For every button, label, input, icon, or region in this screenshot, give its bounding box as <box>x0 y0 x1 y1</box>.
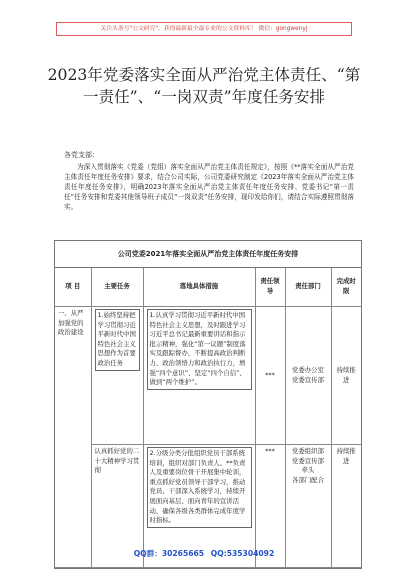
task-grid <box>55 268 361 568</box>
header-measure: 落地具体措施 <box>143 268 255 307</box>
dept-cell: 党委办公室 党委宣传部 <box>285 307 331 445</box>
header-dept: 责任部门 <box>285 268 331 307</box>
salutation: 各党支部： <box>64 151 99 159</box>
table-caption: 公司党委2021年落实全面从严治党主体责任年度任务安排 <box>55 241 361 268</box>
header-row <box>55 268 361 307</box>
leader-cell: *** <box>255 445 285 568</box>
task-cell: 认真抓好党的二十大精神学习贯彻 <box>91 445 143 568</box>
measure-cell <box>143 307 255 445</box>
task-cell <box>91 307 143 445</box>
deadline-cell: 持续推进 <box>331 445 361 568</box>
footer-qq: QQ:535304092 <box>210 549 275 558</box>
deadline-cell: 持续推进 <box>331 307 361 445</box>
top-banner: 关注头条号"公文研究"，获得最新最全最专业的公文资料库！ 微信：gongwenyj <box>56 22 352 36</box>
header-deadline: 完成时限 <box>331 268 361 307</box>
project-cell: 一、从严加强党的政治建设 <box>55 307 91 568</box>
task-text: 1.始终坚持把学习贯彻习近平新时代中国特色社会主义思想作为首要政治任务 <box>95 309 140 371</box>
header-leader: 责任领导 <box>255 268 285 307</box>
dept-cell: 党委组织部 党委宣传部 牵头 各部门配合 <box>285 445 331 568</box>
footer-contacts <box>0 549 408 559</box>
document-title: 2023年党委落实全面从严治党主体责任、“第一责任”、“一岗双责”年度任务安排 <box>47 66 361 106</box>
header-task: 主要任务 <box>91 268 143 307</box>
task-table <box>54 240 362 569</box>
measure-text: 1.认真学习贯彻习近平新时代中国特色社会主义思想，及时跟进学习习近平总书记最新重要讲话和指示批示精神，强化“第一议题”制度落实及跟踪督办，不断提高政治判断力、政治领悟力和政治执行力，增强“四个意识”、坚定“四个自信”、做到“两个维护”。 <box>147 309 252 390</box>
footer-qq-group: QQ群：30265665 <box>133 549 205 558</box>
table-row <box>55 307 361 445</box>
header-project: 项 目 <box>55 268 91 307</box>
leader-cell: *** <box>255 307 285 445</box>
body-paragraph: 为深入贯彻落实《党委（党组）落实全面从严治党主体责任规定》，按照《**落实全面从严治党主体责任年度任务安排》要求，结合公司实际，公司党委研究制定《2023年落实全面从严治党主体责任年度任务安排》，明确2023年落实全面从严治党主体责任年度任务安排、党委书记“第一责任”任务安排和党委其他领导班子成员“一岗双责”任务安排，现印发给你们，请结合实际遵照贯彻落实。 <box>64 163 354 211</box>
measure-text: 2.分级分类分批组织党员干部系统培训，组织对部门负责人、**负责人及重要岗位骨干开展集中轮训，重点抓好党员领导干部学习，推动党员、干部深入系统学习，持续开展面向基层、面向青年的宣讲活动，确保各级各类群体完成年度学时指标。 <box>147 447 252 528</box>
